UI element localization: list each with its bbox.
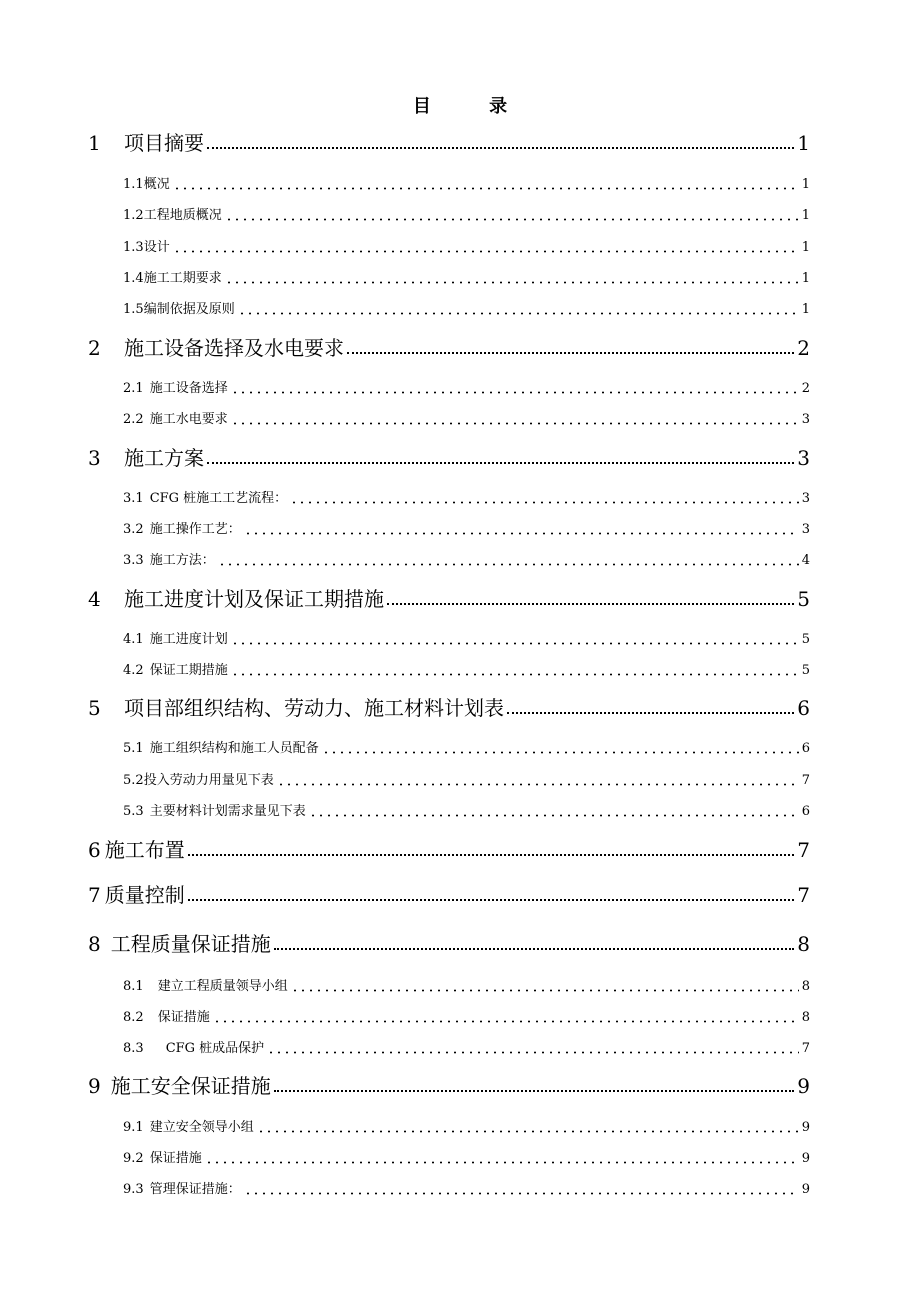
toc-entry-number: 2.2 <box>123 412 144 427</box>
toc-page-number: 1 <box>797 131 810 155</box>
toc-dot-leader <box>225 218 799 221</box>
toc-page-number: 6 <box>801 741 810 756</box>
toc-entry-1-4[interactable] <box>123 268 810 290</box>
toc-entry-1-3[interactable] <box>123 237 810 259</box>
toc-page-number: 5 <box>797 587 810 611</box>
toc-page-number: 8 <box>801 1010 810 1025</box>
toc-entry-number: 4.1 <box>123 632 144 647</box>
toc-entry-number: 6 <box>88 838 101 862</box>
toc-entry-text: 投入劳动力用量见下表 <box>143 773 274 788</box>
toc-dot-leader <box>205 1161 799 1164</box>
toc-entry-text: 施工组织结构和施工人员配备 <box>149 741 319 756</box>
toc-entry-number: 9.2 <box>123 1151 144 1166</box>
toc-dot-leader <box>244 532 799 535</box>
toc-entry-text: 施工设备选择及水电要求 <box>124 336 344 360</box>
toc-entry-3-1[interactable] <box>123 488 810 510</box>
toc-dot-leader <box>277 783 799 786</box>
toc-entry-1[interactable] <box>88 128 810 158</box>
toc-entry-6[interactable] <box>88 835 810 865</box>
toc-page-number: 3 <box>801 522 810 537</box>
toc-page-number: 3 <box>801 491 810 506</box>
toc-entry-5-1[interactable] <box>123 738 810 760</box>
toc-entry-text: 施工操作工艺： <box>149 522 241 537</box>
toc-entry-text: 项目摘要 <box>124 131 204 155</box>
toc-page-number: 7 <box>801 1041 810 1056</box>
toc-entry-number: 1 <box>88 131 101 155</box>
toc-entry-text: 施工进度计划及保证工期措施 <box>124 587 384 611</box>
toc-entry-text: 施工进度计划 <box>149 632 228 647</box>
toc-page-number: 6 <box>797 696 810 720</box>
toc-entry-2-1[interactable] <box>123 378 810 400</box>
toc-entry-text: 施工布置 <box>104 838 185 862</box>
toc-entry-1-1[interactable] <box>123 174 810 196</box>
toc-entry-number: 8.1 <box>123 979 144 994</box>
toc-entry-8[interactable] <box>88 929 810 959</box>
toc-entry-number: 5.1 <box>123 741 144 756</box>
toc-entry-1-5[interactable] <box>123 299 810 321</box>
toc-entry-text: 主要材料计划需求量见下表 <box>149 804 306 819</box>
toc-page-number: 9 <box>801 1151 810 1166</box>
toc-dot-leader <box>290 501 799 504</box>
toc-entry-text: 施工方法： <box>149 553 215 568</box>
toc-entry-number: 9 <box>88 1074 101 1098</box>
toc-page-number: 1 <box>801 271 810 286</box>
toc-entry-text: 设计 <box>143 240 170 255</box>
toc-entry-text: 建立工程质量领导小组 <box>157 979 288 994</box>
toc-entry-number: 9.3 <box>123 1182 144 1197</box>
toc-dot-leader <box>231 642 799 645</box>
toc-entry-5-3[interactable] <box>123 801 810 823</box>
toc-entry-9-1[interactable] <box>123 1117 810 1139</box>
toc-entry-number: 3.3 <box>123 553 144 568</box>
toc-entry-text: 施工水电要求 <box>149 412 228 427</box>
toc-dot-leader <box>309 814 799 817</box>
toc-page-number: 8 <box>797 932 810 956</box>
toc-entry-number: 1.3 <box>123 240 144 255</box>
toc-entry-number: 5 <box>88 696 101 720</box>
toc-entry-2[interactable] <box>88 333 810 363</box>
toc-entry-number: 8.2 <box>123 1010 144 1025</box>
toc-dot-leader <box>507 712 794 714</box>
toc-entry-text: CFG 桩施工工艺流程： <box>149 491 288 506</box>
toc-dot-leader <box>225 281 799 284</box>
toc-entry-number: 7 <box>88 883 101 907</box>
toc-page-number: 2 <box>797 336 810 360</box>
toc-entry-number: 2.1 <box>123 381 144 396</box>
toc-entry-number: 4 <box>88 587 101 611</box>
toc-dot-leader <box>291 989 799 992</box>
toc-entry-number: 8 <box>88 932 101 956</box>
toc-page-number: 6 <box>801 804 810 819</box>
toc-page-number: 4 <box>801 553 810 568</box>
toc-page-number: 1 <box>801 208 810 223</box>
toc-dot-leader <box>188 854 795 856</box>
toc-entry-8-3[interactable] <box>123 1038 810 1060</box>
toc-page-number: 7 <box>797 838 810 862</box>
toc-page-number: 1 <box>801 240 810 255</box>
toc-entry-4-2[interactable] <box>123 660 810 682</box>
toc-dot-leader <box>231 391 799 394</box>
toc-entry-text: 概况 <box>143 177 170 192</box>
toc-entry-number: 1.1 <box>123 177 144 192</box>
toc-entry-4[interactable] <box>88 584 810 614</box>
toc-entry-text: 施工设备选择 <box>149 381 228 396</box>
toc-entry-number: 3 <box>88 446 101 470</box>
toc-entry-2-2[interactable] <box>123 409 810 431</box>
toc-page-number: 3 <box>801 412 810 427</box>
toc-entry-5-2[interactable] <box>123 770 810 792</box>
toc-entry-number: 1.5 <box>123 302 144 317</box>
toc-page-number: 5 <box>801 632 810 647</box>
toc-dot-leader <box>322 751 799 754</box>
toc-entry-text: 项目部组织结构、劳动力、施工材料计划表 <box>124 696 504 720</box>
toc-page-number: 7 <box>801 773 810 788</box>
toc-entry-number: 2 <box>88 336 101 360</box>
toc-page-number: 8 <box>801 979 810 994</box>
toc-dot-leader <box>347 352 794 354</box>
toc-entry-text: 保证措施 <box>157 1010 210 1025</box>
toc-dot-leader <box>274 1090 795 1092</box>
toc-entry-9-3[interactable] <box>123 1179 810 1201</box>
toc-entry-8-2[interactable] <box>123 1007 810 1029</box>
toc-entry-5[interactable] <box>88 693 810 723</box>
toc-dot-leader <box>207 462 794 464</box>
toc-dot-leader <box>173 250 799 253</box>
toc-page-number: 9 <box>801 1120 810 1135</box>
toc-entry-number: 3.2 <box>123 522 144 537</box>
toc-entry-3-3[interactable] <box>123 550 810 572</box>
toc-entry-number: 5.3 <box>123 804 144 819</box>
toc-page-number: 9 <box>801 1182 810 1197</box>
toc-page-number: 1 <box>801 302 810 317</box>
toc-entry-9[interactable] <box>88 1071 810 1101</box>
toc-entry-3-2[interactable] <box>123 519 810 541</box>
toc-page-number: 5 <box>801 663 810 678</box>
toc-entry-text: 管理保证措施： <box>149 1182 241 1197</box>
toc-entry-text: 工程地质概况 <box>143 208 222 223</box>
toc-title: 目 录 <box>412 96 534 117</box>
toc-entry-3[interactable] <box>88 443 810 473</box>
toc-dot-leader <box>213 1020 799 1023</box>
toc-dot-leader <box>267 1051 799 1054</box>
toc-entry-4-1[interactable] <box>123 629 810 651</box>
toc-entry-text: 施工安全保证措施 <box>110 1074 271 1098</box>
toc-entry-text: CFG 桩成品保护 <box>165 1041 265 1056</box>
toc-dot-leader <box>207 147 794 149</box>
toc-dot-leader <box>218 563 799 566</box>
toc-page-number: 9 <box>797 1074 810 1098</box>
toc-entry-1-2[interactable] <box>123 205 810 227</box>
toc-dot-leader <box>257 1130 799 1133</box>
toc-page-number: 7 <box>797 883 810 907</box>
toc-page-number: 3 <box>797 446 810 470</box>
toc-dot-leader <box>244 1192 799 1195</box>
toc-dot-leader <box>173 187 799 190</box>
toc-entry-text: 工程质量保证措施 <box>110 932 271 956</box>
toc-entry-7[interactable] <box>88 880 810 910</box>
toc-dot-leader <box>238 312 799 315</box>
toc-entry-text: 施工工期要求 <box>143 271 222 286</box>
toc-dot-leader <box>188 899 795 901</box>
toc-entry-number: 8.3 <box>123 1041 144 1056</box>
toc-entry-number: 5.2 <box>123 773 144 788</box>
toc-entry-text: 建立安全领导小组 <box>149 1120 254 1135</box>
toc-entry-text: 保证措施 <box>149 1151 202 1166</box>
toc-entry-number: 4.2 <box>123 663 144 678</box>
toc-dot-leader <box>274 948 795 950</box>
toc-entry-text: 保证工期措施 <box>149 663 228 678</box>
toc-entry-9-2[interactable] <box>123 1148 810 1170</box>
toc-entry-text: 质量控制 <box>104 883 185 907</box>
toc-entry-number: 9.1 <box>123 1120 144 1135</box>
toc-entry-number: 3.1 <box>123 491 144 506</box>
toc-entry-number: 1.4 <box>123 271 144 286</box>
toc-entry-text: 编制依据及原则 <box>143 302 235 317</box>
toc-dot-leader <box>387 603 794 605</box>
toc-dot-leader <box>231 673 799 676</box>
toc-entry-number: 1.2 <box>123 208 144 223</box>
toc-entry-8-1[interactable] <box>123 976 810 998</box>
toc-page-number: 2 <box>801 381 810 396</box>
toc-page-number: 1 <box>801 177 810 192</box>
toc-dot-leader <box>231 422 799 425</box>
toc-entry-text: 施工方案 <box>124 446 204 470</box>
